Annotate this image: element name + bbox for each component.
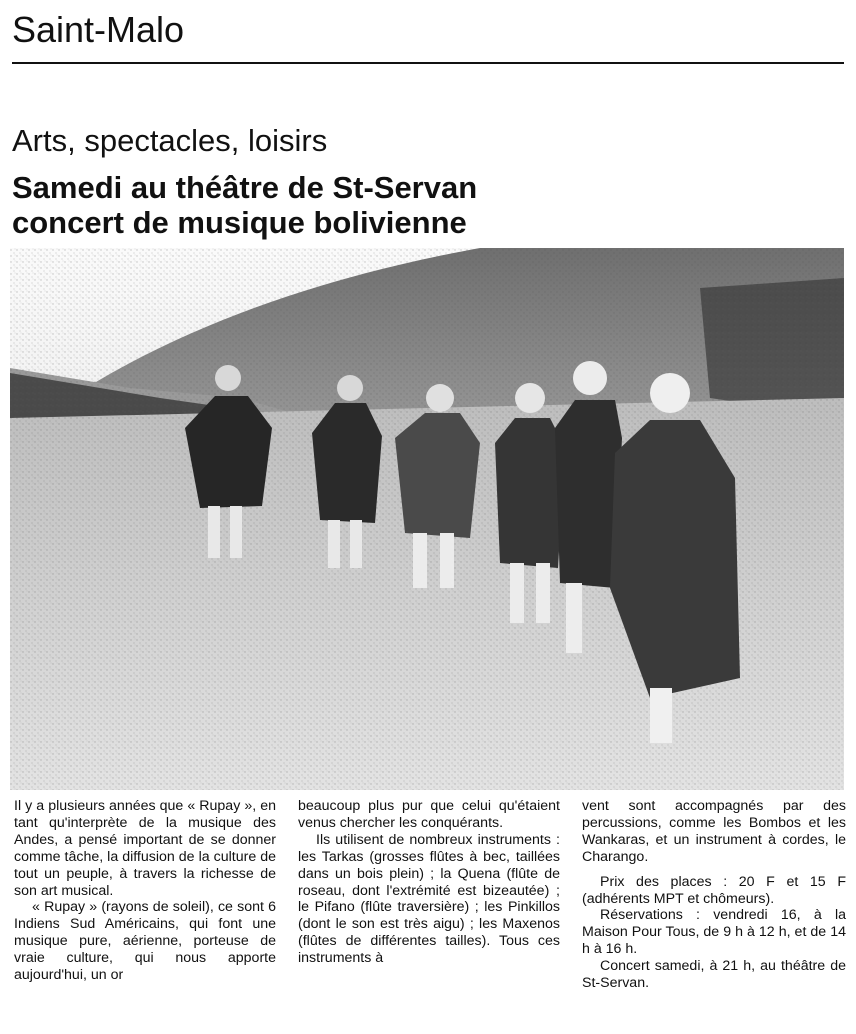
article-headline	[12, 170, 842, 240]
paragraph: beaucoup plus pur que celui qu'étaient venus chercher les conquérants.	[298, 798, 560, 831]
paragraph: Ils utilisent de nombreux instruments : les Tarkas (grosses flûtes à bec, taillées dans un bois plein) ; la Quena (flûte de roseau, dont l'extrémité est bizeautée) ; le Pifano (flûte traversière) ; les Pinkillos (dont le son est très aigu) ; les Maxenos (flûtes de différentes tailles). Tous ces instruments à	[298, 831, 560, 967]
reservations-paragraph: Réservations : vendredi 16, à la Maison Pour Tous, de 9 h à 12 h, et de 14 h à 16 h.	[582, 907, 846, 958]
article-column-2	[298, 798, 560, 967]
prices-paragraph: Prix des places : 20 F et 15 F (adhérents MPT et chômeurs).	[582, 873, 846, 907]
section-title: Saint-Malo	[12, 9, 185, 50]
headline-line-1: Samedi au théâtre de St-Servan	[12, 170, 478, 205]
headline-line-2: concert de musique bolivienne	[12, 205, 467, 240]
paragraph: Il y a plusieurs années que « Rupay », en tant qu'interprète de la musique des Andes, a pensé important de se donner comme tâche, la diffusion de la culture de tout un peuple, à travers la richesse de son art musical.	[14, 798, 276, 899]
article-kicker: Arts, spectacles, loisirs	[12, 123, 328, 158]
paragraph: « Rupay » (rayons de soleil), ce sont 6 Indiens Sud Américains, qui font une musique pure, aérienne, porteuse de vraie culture, qui nous apporte aujourd'hui, un or	[14, 899, 276, 984]
photo-of-six-musicians-in-ponchos-icon	[10, 248, 844, 790]
concert-paragraph: Concert samedi, à 21 h, au théâtre de St-Servan.	[582, 958, 846, 992]
paragraph: vent sont accompagnés par des percussions, comme les Bombos et les Wankaras, et un instrument à cordes, le Charango.	[582, 798, 846, 865]
article-photo	[10, 248, 844, 790]
article-column-1	[14, 798, 276, 984]
article-column-3	[582, 798, 846, 992]
section-rule	[12, 62, 844, 64]
